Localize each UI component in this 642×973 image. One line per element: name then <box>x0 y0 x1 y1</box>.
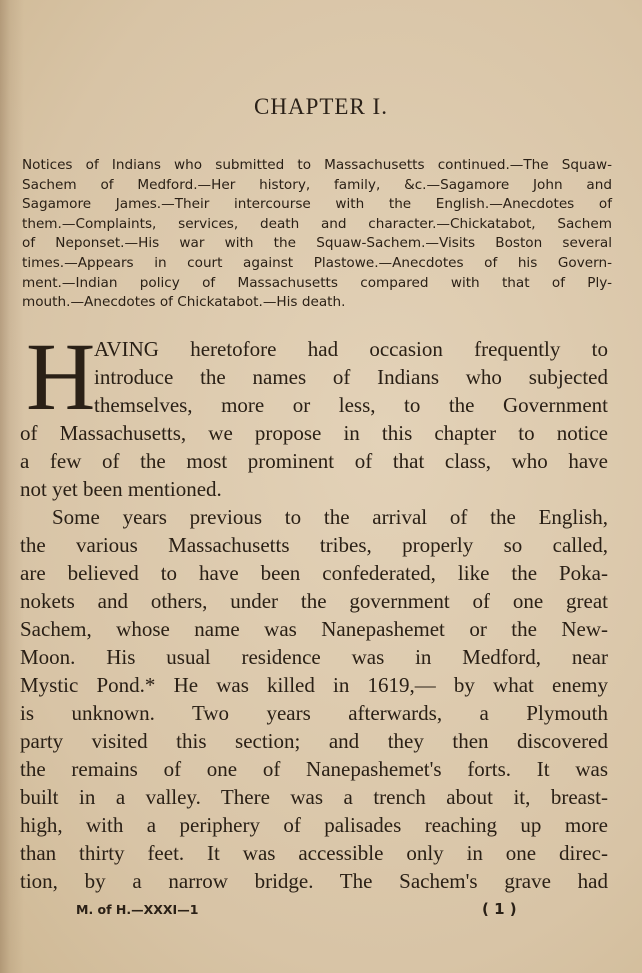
summary-line: of Neponset.—His war with the Squaw-Sachem.—Visits Boston several <box>22 235 612 252</box>
body-line: AVING heretofore had occasion frequently to <box>94 337 608 361</box>
summary-line: Sagamore James.—Their intercourse with the English.—Anecdotes of <box>22 196 612 213</box>
body-line: high, with a periphery of palisades reaching up more <box>20 813 608 837</box>
chapter-summary <box>22 156 612 313</box>
body-line: Sachem, whose name was Nanepashemet or the New- <box>20 617 608 641</box>
body-line: introduce the names of Indians who subjected <box>94 365 608 389</box>
summary-line: Sachem of Medford.—Her history, family, &c.—Sagamore John and <box>22 176 612 193</box>
body-line: than thirty feet. It was accessible only in one direc- <box>20 841 608 865</box>
body-text <box>20 323 608 895</box>
body-line: built in a valley. There was a trench about it, breast- <box>20 785 608 809</box>
body-line: nokets and others, under the government of one great <box>20 589 608 613</box>
body-line: Some years previous to the arrival of the English, <box>52 505 608 529</box>
body-line: a few of the most prominent of that class, who have <box>20 449 608 473</box>
summary-line: times.—Appears in court against Plastowe.—Anecdotes of his Govern- <box>22 254 612 271</box>
body-line: party visited this section; and they then discovered <box>20 729 608 753</box>
summary-line: them.—Complaints, services, death and character.—Chickatabot, Sachem <box>22 215 612 232</box>
body-line: Mystic Pond.* He was killed in 1619,— by what enemy <box>20 673 608 697</box>
body-line: themselves, more or less, to the Government <box>94 393 608 417</box>
body-line: tion, by a narrow bridge. The Sachem's grave had <box>20 869 608 893</box>
body-line: of Massachusetts, we propose in this chapter to notice <box>20 421 608 445</box>
page-number: ( 1 ) <box>482 900 517 918</box>
printer-signature: M. of H.—XXXI—1 <box>76 902 199 917</box>
body-line: are believed to have been confederated, like the Poka- <box>20 561 608 585</box>
body-line: not yet been mentioned. <box>20 477 222 501</box>
body-line: the various Massachusetts tribes, properly so called, <box>20 533 608 557</box>
body-line: the remains of one of Nanepashemet's forts. It was <box>20 757 608 781</box>
body-line: is unknown. Two years afterwards, a Plymouth <box>20 701 608 725</box>
summary-line: ment.—Indian policy of Massachusetts compared with that of Ply- <box>22 274 612 291</box>
drop-cap: H <box>26 323 96 430</box>
body-line: Moon. His usual residence was in Medford, near <box>20 645 608 669</box>
chapter-title: CHAPTER I. <box>254 94 388 119</box>
summary-line: mouth.—Anecdotes of Chickatabot.—His death. <box>22 294 346 311</box>
summary-line: Notices of Indians who submitted to Massachusetts continued.—The Squaw- <box>22 157 612 173</box>
